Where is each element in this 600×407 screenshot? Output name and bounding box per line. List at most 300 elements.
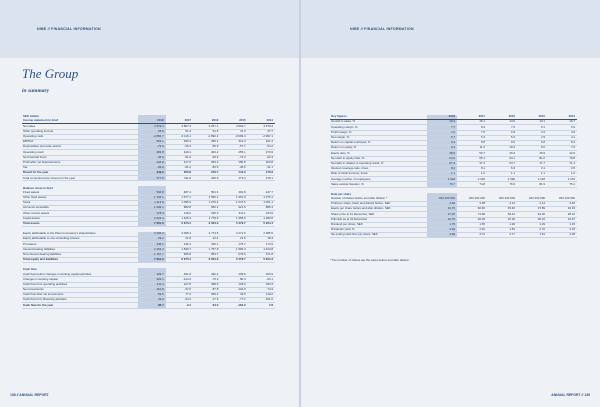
cell-value: 227.8 [166,282,193,287]
cell-value: 461.8 [166,272,193,277]
cell-value: 2 385.5 [248,232,275,237]
cell-value: 6 024.3 [193,257,220,262]
cell-value: 80.4 [220,277,247,282]
cell-value: -110.8 [138,287,165,292]
cell-value: 2014 [248,119,275,124]
cell-value: 21.5 [220,237,247,242]
cell-value: 7 561.6 [138,257,165,262]
row-label: Profit after net financial items [22,160,138,165]
cell-value: 332.1 [138,277,165,282]
cell-value: 5.3 [487,135,517,140]
cell-value: 1 280.6 [248,216,275,221]
cell-value: 75.1 [547,182,577,187]
cell-value: -77.2 [220,298,247,303]
cell-value: 4.9 [547,130,577,135]
cell-value: 339.2 [193,293,220,298]
cell-value: -63.1 [248,277,275,282]
row-label: Cash flow [23,268,37,272]
cell-value: 2 163.3 [138,247,165,252]
cell-value: 1 996.4 [220,247,247,252]
cell-value: 2 471.6 [220,232,247,237]
cell-value: 209.8 [220,272,247,277]
cell-value: 4.1 [547,135,577,140]
cell-value: -31.1 [248,165,275,170]
cell-value: 1 839.7 [166,247,193,252]
cell-value: 2 153 [547,177,577,182]
cell-value: 64.0 [193,303,220,308]
cell-value: 346.4 [166,242,193,247]
cell-value: 211.1 [220,211,247,216]
row-label: Liquid assets [22,216,138,221]
cell-value: 1.1 [487,172,517,177]
cell-value: -36.6 [220,165,247,170]
row-label: Number of shares before and after dilution * [330,197,427,202]
row-label: Cash flow before changes in working capital activities [22,272,138,277]
cell-value: 6 973.1 [166,257,193,262]
cell-value: 6 024.3 [193,221,220,226]
cell-value: 3.1 [517,166,547,171]
cell-value: 1 757.9 [193,247,220,252]
cell-value: 3.18 [547,227,577,232]
cell-value: 180.8 [220,160,247,165]
cell-value: 9.4 [427,140,457,145]
cell-value: 1.81 [487,227,517,232]
cell-value: 78.8 [547,156,577,161]
cell-value: 29.2 [138,237,165,242]
row-label: Operating costs [22,134,138,139]
row-label: Cash flow from financing activities [22,298,138,303]
row-label: Net sales [22,124,138,129]
financial-summary-table [22,115,275,309]
cell-value: -75.3 [193,277,220,282]
cell-value: 20.09 [457,217,487,222]
cell-value: 176.9 [248,171,275,176]
cell-value: 9.3 [427,146,457,151]
cell-value: 45.9 [517,151,547,156]
cell-value: 355.8 [166,171,193,176]
cell-value: 203.8 [248,160,275,165]
cell-value: -54.2 [248,145,275,150]
cell-value: 1 375.1 [248,195,275,200]
cell-value: 403.2 [193,150,220,155]
cell-value: 1 677.1 [166,195,193,200]
cell-value: 1.1 [517,172,547,177]
cell-value: 8.4 [547,140,577,145]
cell-value: 144.2 [220,171,247,176]
cell-value: 1 451.9 [220,195,247,200]
cell-value: 42.9 [547,151,577,156]
cell-value: 1 556.1 [193,195,220,200]
cell-value: 7.7 [427,125,457,130]
row-label: Depreciation and write-downs [22,145,138,150]
cell-value: 59.43 [487,212,517,217]
row-label: Accounts receivable [22,206,138,211]
cell-value: 463 433 000 [457,197,487,202]
row-label: Operating result [22,150,138,155]
cell-value: -62.3 [248,155,275,160]
row-label: Total equity and liabilities [22,257,138,262]
cell-value: 363.3 [193,160,220,165]
cell-value: 671.8 [248,252,275,257]
cell-value: -79.9 [138,145,165,150]
cell-value: 312.3 [220,139,247,144]
row-label: Equity ratio, % [330,151,427,156]
row-label: Fixed assets [22,191,138,196]
cell-value: 30.16 [517,217,547,222]
cell-value: 4 964.7 [220,124,247,129]
cell-value: 2016 [487,115,517,120]
cell-value: -87.8 [193,287,220,292]
cell-value: 5.9 [547,125,577,130]
cell-value: 1 914.8 [248,247,275,252]
cell-value: 3.96 [427,233,457,238]
cell-value: 2 396 [487,177,517,182]
page-subtitle: in summary [22,88,50,94]
cell-value: 456.1 [193,139,220,144]
cell-value: 91.76 [427,207,457,212]
cell-value: -56.9 [193,145,220,150]
cell-value: -9.1 [166,303,193,308]
cell-value: 679.6 [220,252,247,257]
cell-value: 35.8 [138,129,165,134]
cell-value: 22.4 [193,237,220,242]
cell-value: -3 856.7 [138,134,165,139]
cell-value: 10.4 [427,120,457,125]
cell-value: 311.8 [166,176,193,181]
row-label: Profit per share, basic and diluted before, SEK [330,202,427,207]
cell-value: 956.2 [193,206,220,211]
cell-value: 3.48 [427,202,457,207]
cell-value: 87.3 [427,161,457,166]
cell-value: 449.1 [166,150,193,155]
cell-value: 63.6 [427,156,457,161]
cell-value: 6.9 [487,130,517,135]
cell-value: 5 224.4 [248,257,275,262]
row-label: Net debt to equity ratio, % [330,156,427,161]
cell-value: 183.3 [248,282,275,287]
cell-value: 29.9 [138,298,165,303]
cell-value: 995.8 [166,252,193,257]
cell-value: 1.0 [457,172,487,177]
cell-value: -17.5 [193,298,220,303]
cell-value: 7.5 [457,130,487,135]
cell-value: -2 997.1 [248,134,275,139]
cell-value: 1.00 [487,222,517,227]
cell-value: 546.8 [138,191,165,196]
cell-value: 4.28 [547,233,577,238]
left-page [0,0,299,407]
cell-value: 81.9 [517,182,547,187]
cell-value: 2 493 [457,177,487,182]
page-header [0,0,299,58]
cell-value: 6.8 [517,140,547,145]
cell-value: 45.30 [487,207,517,212]
cell-value: 3.46 [547,202,577,207]
cell-value: 4.77 [487,233,517,238]
row-label: SEK million [23,115,40,119]
cell-value: 4 579.4 [248,124,275,129]
cell-value: 1.75 [427,222,457,227]
cell-value: -164.2 [220,303,247,308]
cell-value: 417.0 [166,160,193,165]
cell-value: 935.4 [166,139,193,144]
cell-value: 11.3 [457,146,487,151]
cell-value: 1.15 [547,222,577,227]
row-label: Net investments [22,287,138,292]
cell-value: 2018 [138,119,165,124]
cell-value: -3 699.4 [220,134,247,139]
cell-value: 1.91 [517,233,547,238]
cell-value: 2 774.6 [193,232,220,237]
cell-value: 175.7 [220,242,247,247]
cell-value: 2014 [547,115,577,120]
key-figures-table [330,115,577,238]
row-label: Average number of employees [330,177,427,182]
cell-value: 255.1 [220,150,247,155]
cell-value: -97.6 [166,287,193,292]
cell-value: 10.7 [547,120,577,125]
cell-value: 5.7 [427,135,457,140]
cell-value: 145.0 [166,211,193,216]
cell-value: 444.8 [138,160,165,165]
row-label: Key figures [330,115,427,120]
cell-value: 921.6 [220,206,247,211]
cell-value: 51.3 [166,129,193,134]
row-label: Return on equity, % [330,146,427,151]
cell-value: 8.2 [427,166,457,171]
cell-value: 1 706.1 [138,195,165,200]
cell-value: 33.6 [220,293,247,298]
cell-value: 3.72 [457,233,487,238]
cell-value: 16.20 [487,217,517,222]
cell-value: 982.8 [166,206,193,211]
row-label: Other current assets [22,211,138,216]
row-label: Sales outside Sweden, % [330,182,427,187]
cell-value: 253.9 [248,272,275,277]
cell-value: 501.6 [193,191,220,196]
row-label: Other operating income [22,129,138,134]
cell-value: 49.3 [487,151,517,156]
cell-value: -95.8 [138,165,165,170]
cell-value: 1.0 [547,172,577,177]
row-label: Interest coverage ratio, times [330,166,427,171]
cell-value: 1 113.9 [138,201,165,206]
cell-value: 8.4 [457,125,487,130]
cell-value: 5 479.7 [220,257,247,262]
cell-value: 2.40 [457,227,487,232]
cell-value: 463 433 000 [487,197,517,202]
page-header [301,0,600,58]
cell-value: 95.7 [138,303,165,308]
cell-value: 74.68 [457,212,487,217]
row-label: Equity attributable to non-controlling interest [22,237,138,242]
cell-value: 1 001.1 [248,201,275,206]
cell-value: 487.4 [166,191,193,196]
cell-value: 9.8 [457,140,487,145]
cell-value: 155.3 [193,211,220,216]
cell-value: 3 095.4 [166,232,193,237]
row-label: Total comprehensive income for the year [22,176,138,181]
cell-value: 491.8 [220,191,247,196]
row-label: Data per share [331,192,352,196]
cell-value: 2.9 [517,135,547,140]
cell-value: 2.14 [517,202,547,207]
row-label: Profit margin, % [330,130,427,135]
row-label: Growth in sales, % [330,120,427,125]
row-label: Cash flow from operating activities [22,282,138,287]
cell-value: 1 055.4 [166,201,193,206]
row-label: Dividend per share, SEK [330,222,427,227]
cell-value: 2017 [457,115,487,120]
cell-value: 1 355.6 [220,216,247,221]
cell-value: 37.7 [248,129,275,134]
cell-value: 2018 [427,115,457,120]
cell-value: 9.6 [487,140,517,145]
cell-value: 48.6 [427,151,457,156]
cell-value: 463 433 000 [427,197,457,202]
cell-value: -45.9 [138,155,165,160]
cell-value: 5 479.7 [220,221,247,226]
header-label: NIBE // FINANCIAL INFORMATION [350,27,414,31]
row-label: Net margin, % [330,135,427,140]
row-label: Rate of stock turnover, times [330,172,427,177]
cell-value: 953.7 [193,252,220,257]
cell-value: 1 625.4 [166,216,193,221]
cell-value: -51.9 [166,155,193,160]
row-label: Equity attributable to the Parent company's shareholders [22,232,138,237]
row-label: Share price at 31 December, SEK [330,212,427,217]
cell-value: -74.3 [220,155,247,160]
cell-value: 5 224.4 [248,221,275,226]
cell-value: -61.2 [166,165,193,170]
cell-value: 21.8 [166,237,193,242]
cell-value: 71.1 [547,161,577,166]
cell-value: 4 379.4 [138,124,165,129]
cell-value: 3.93 [427,227,457,232]
row-label: Op erating cash flow per share, SEK [330,233,427,238]
cell-value: 1 778.9 [193,216,220,221]
cell-value: 14.07 [547,217,577,222]
header-label: NIBE // FINANCIAL INFORMATION [37,27,101,31]
cell-value: 119.0 [248,293,275,298]
cell-value: 1 096.1 [138,206,165,211]
cell-value: 279.7 [193,171,220,176]
row-label: Stock [22,201,138,206]
cell-value: 482.8 [138,150,165,155]
cell-value: 563.1 [138,139,165,144]
cell-value: 278.1 [248,176,275,181]
cell-value: 349.9 [193,176,220,181]
row-label: Non-interest-bearing liabilities [22,252,138,257]
cell-value: -2 832.2 [193,134,220,139]
cell-value: -57.7 [220,145,247,150]
cell-value: 885.4 [248,206,275,211]
cell-value: 77.2 [166,293,193,298]
page-footer: ANNUAL REPORT // 139 [551,393,590,397]
cell-value: 5.1 [517,125,547,130]
cell-value: 2 433 [427,177,457,182]
cell-value: 4.14 [487,202,517,207]
cell-value: 3.4 [517,130,547,135]
cell-value: 64.7 [487,161,517,166]
cell-value: 38.33 [547,212,577,217]
cell-value: 51.6 [193,129,220,134]
cell-value: 1 076.4 [193,201,220,206]
cell-value: 3 257.1 [193,124,220,129]
cell-value: 211.4 [138,282,165,287]
cell-value: 14.0 [487,120,517,125]
cell-value: 270.9 [248,150,275,155]
cell-value: 10.4 [487,146,517,151]
cell-value: 429.7 [138,272,165,277]
row-label: Provisions [22,242,138,247]
row-label: Net financial items [22,155,138,160]
cell-value: 47.2 [220,129,247,134]
cell-value: 2 022.4 [138,216,165,221]
cell-value: -83.6 [193,165,220,170]
cell-value: 73.7 [427,182,457,187]
cell-value: 321.4 [248,139,275,144]
cell-value: 18.4 [248,237,275,242]
cell-value: 13.1 [517,120,547,125]
row-label: Equity per share before and after dilution, SEK [330,207,427,212]
right-page [301,0,600,407]
cell-value: 3.38 [457,202,487,207]
cell-value: 3 897.3 [166,124,193,129]
cell-value: 6.0 [517,146,547,151]
cell-value: -39.9 [193,155,220,160]
cell-value: 37.89 [517,207,547,212]
cell-value: -94.3 [166,298,193,303]
cell-value: 8.1 [457,166,487,171]
cell-value: 71.7 [517,161,547,166]
cell-value: 37.4 [457,161,487,166]
cell-value: 330.4 [193,272,220,277]
cell-value: 65.1 [457,156,487,161]
row-label: Tax [22,165,138,170]
cell-value: 174.9 [248,242,275,247]
cell-value: 1 047.6 [220,201,247,206]
row-label: Interest-bearing liabilities [22,247,138,252]
row-label: Dividends yield, % [330,227,427,232]
cell-value: 76.6 [487,182,517,187]
cell-value: -144.3 [166,277,193,282]
cell-value: 3.5 [547,166,577,171]
cell-value: 3 436.3 [138,232,165,237]
cell-value: 463 433 000 [517,197,547,202]
cell-value: 50.7 [457,151,487,156]
cell-value: 2.70 [517,227,547,232]
cell-value: 2016 [193,119,220,124]
cell-value: 1.1 [427,172,457,177]
cell-value: 463 433 000 [547,197,577,202]
cell-value: -104.9 [220,287,247,292]
row-label: Operating margin, % [330,125,427,130]
cell-value: -66.3 [166,145,193,150]
cell-value: 16.75 [427,217,457,222]
page-footer: 138 // ANNUAL REPORT [10,393,49,397]
row-label: P/E ratio as at 31 December [330,217,427,222]
cell-value: 7.6 [487,125,517,130]
cell-value: 1.65 [457,222,487,227]
cell-value: 2015 [220,119,247,124]
row-label: Changes in working capital [22,277,138,282]
cell-value: 349.0 [138,171,165,176]
cell-value: 234.5 [248,211,275,216]
cell-value: 468.9 [193,282,220,287]
cell-value: 346.1 [138,242,165,247]
row-label: Balance sheet in brief [23,186,53,190]
